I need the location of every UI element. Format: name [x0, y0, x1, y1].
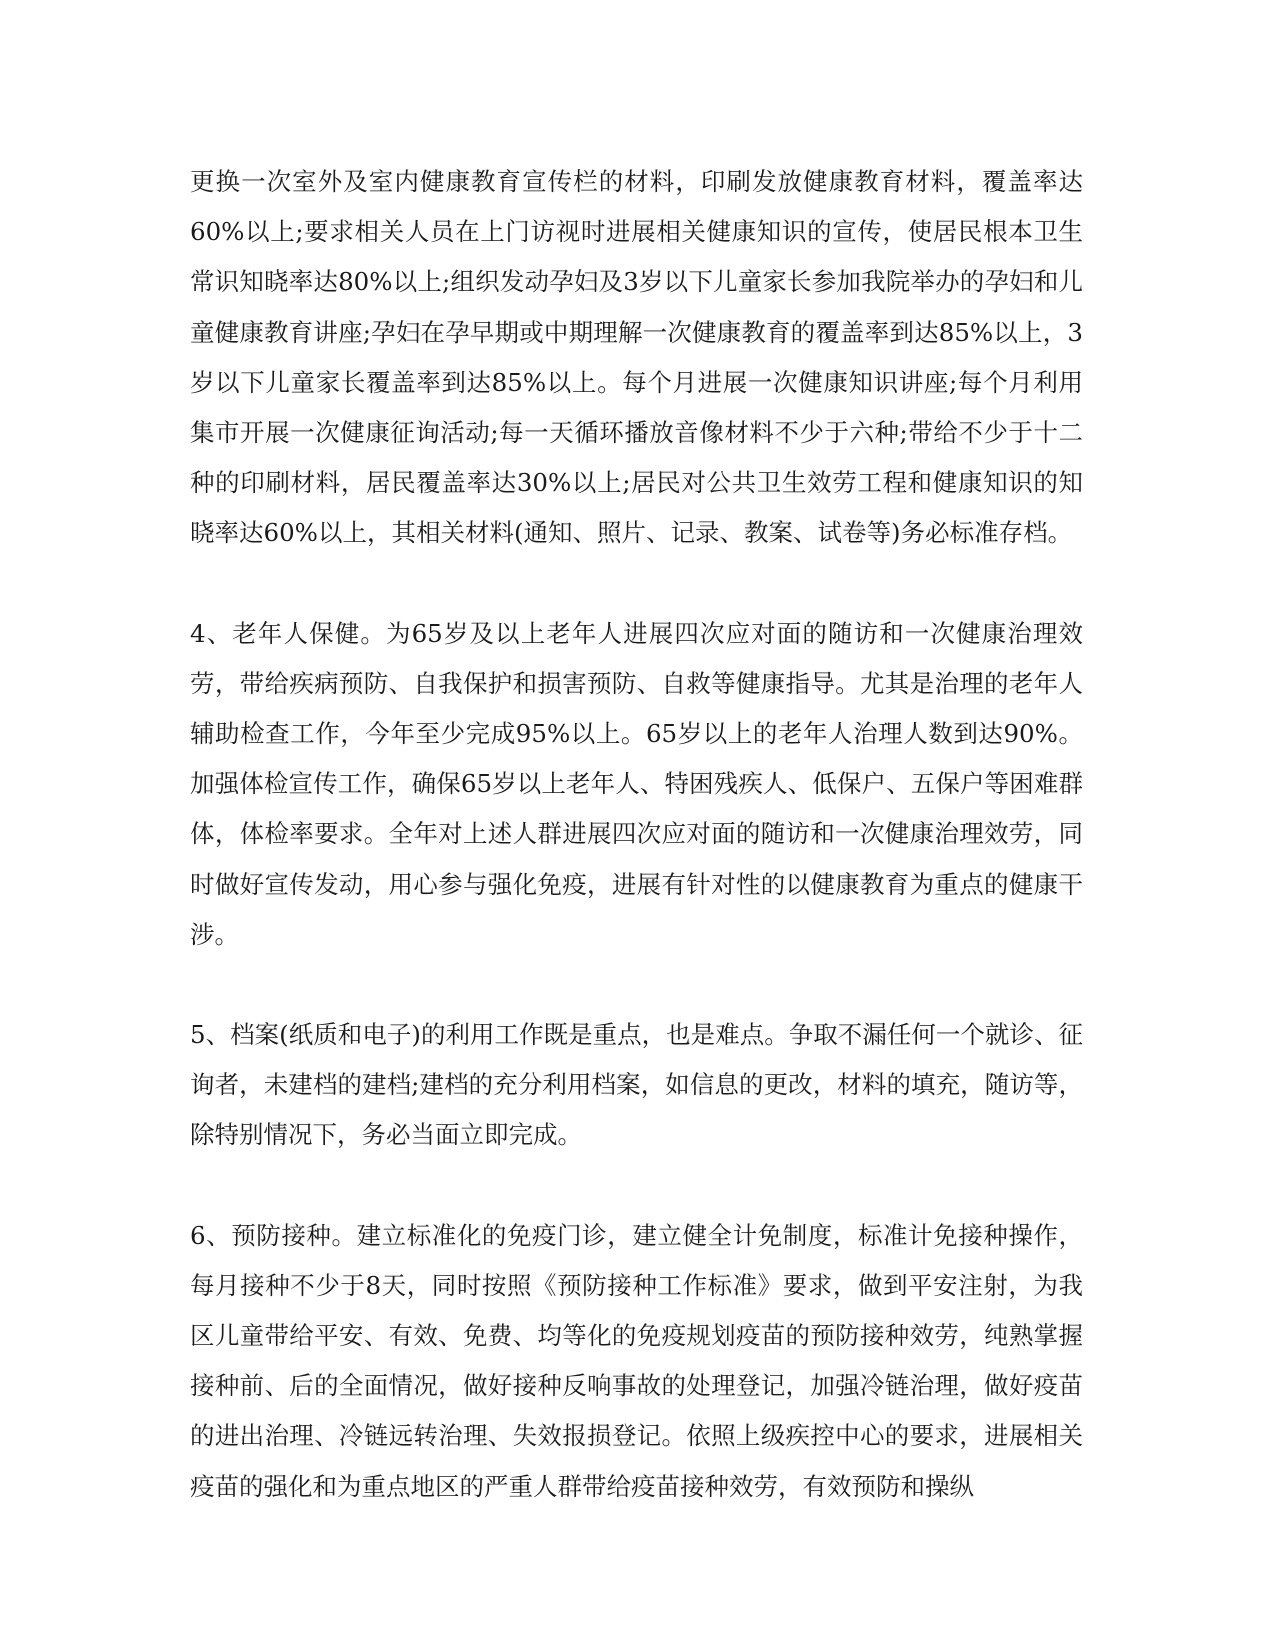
document-body [190, 157, 1083, 1512]
paragraph-vaccination: 6、预防接种。建立标准化的免疫门诊，建立健全计免制度，标准计免接种操作，每月接种不少于8天，同时按照《预防接种工作标准》要求，做到平安注射，为我区儿童带给平安、有效、免费、均等化的免疫规划疫苗的预防接种效劳，纯熟掌握接种前、后的全面情况，做好接种反响事故的处理登记，加强冷链治理，做好疫苗的进出治理、冷链远转治理、失效报损登记。依照上级疾控中心的要求，进展相关疫苗的强化和为重点地区的严重人群带给疫苗接种效劳，有效预防和操纵 [190, 1220, 1083, 1501]
paragraph-archives: 5、档案(纸质和电子)的利用工作既是重点，也是难点。争取不漏任何一个就诊、征询者，未建档的建档;建档的充分利用档案，如信息的更改，材料的填充，随访等，除特别情况下，务必当面立即完成。 [190, 1020, 1083, 1150]
paragraph-health-education: 更换一次室外及室内健康教育宣传栏的材料，印刷发放健康教育材料，覆盖率达60%以上;要求相关人员在上门访视时进展相关健康知识的宣传，使居民根本卫生常识知晓率达80%以上;组织发动孕妇及3岁以下儿童家长参加我院举办的孕妇和儿童健康教育讲座;孕妇在孕早期或中期理解一次健康教育的覆盖率到达85%以上，3岁以下儿童家长覆盖率到达85%以上。每个月进展一次健康知识讲座;每个月利用集市开展一次健康征询活动;每一天循环播放音像材料不少于六种;带给不少于十二种的印刷材料，居民覆盖率达30%以上;居民对公共卫生效劳工程和健康知识的知晓率达60%以上，其相关材料(通知、照片、记录、教案、试卷等)务必标准存档。 [190, 167, 1083, 548]
paragraph-elderly-care: 4、老年人保健。为65岁及以上老年人进展四次应对面的随访和一次健康治理效劳，带给疾病预防、自我保护和损害预防、自救等健康指导。尤其是治理的老年人辅助检查工作，今年至少完成95%以上。65岁以上的老年人治理人数到达90%。加强体检宣传工作，确保65岁以上老年人、特困残疾人、低保户、五保户等困难群体，体检率要求。全年对上述人群进展四次应对面的随访和一次健康治理效劳，同时做好宣传发动，用心参与强化免疫，进展有针对性的以健康教育为重点的健康干涉。 [190, 618, 1083, 949]
